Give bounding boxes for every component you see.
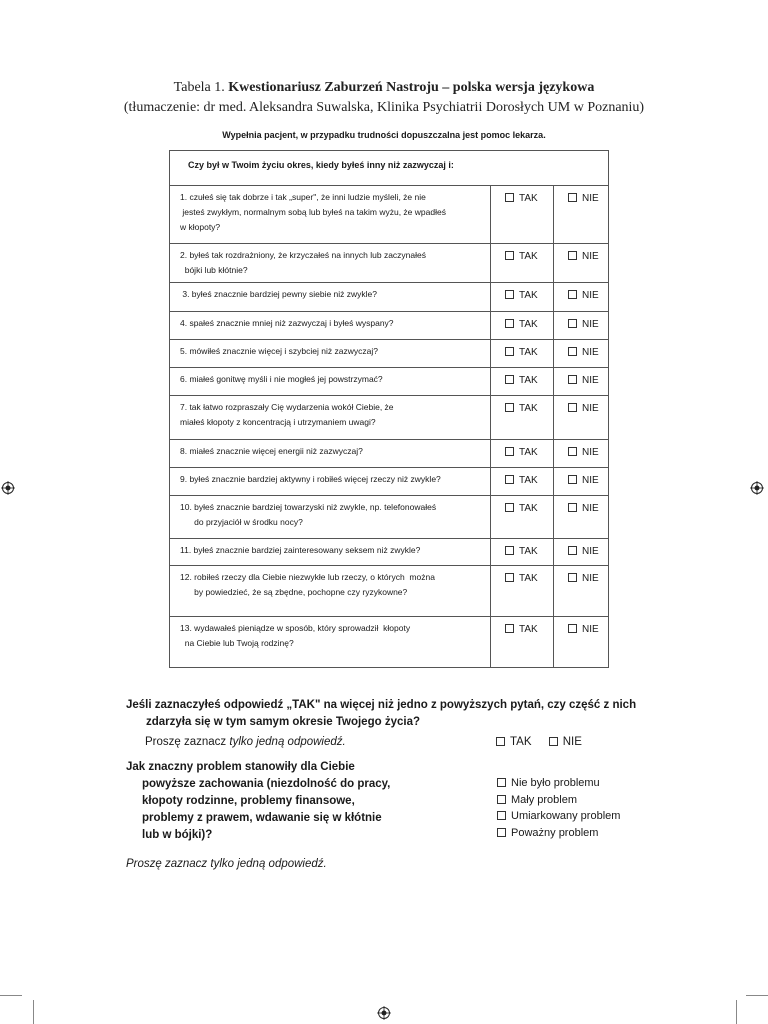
answer-no[interactable]: NIE — [554, 617, 609, 668]
same-period-question: Jeśli zaznaczyłeś odpowiedź „TAK" na więcej niż jedno z powyższych pytań, czy część z nich zdarzyła się w tym samym okresie Twojego życia? — [126, 699, 637, 728]
answer-yes[interactable]: TAK — [491, 539, 554, 566]
same-period-yes[interactable]: TAK — [496, 736, 532, 748]
answer-no[interactable]: NIE — [554, 566, 609, 617]
checkbox-icon[interactable] — [496, 737, 505, 746]
answer-no[interactable]: NIE — [554, 186, 609, 244]
checkbox-icon[interactable] — [497, 828, 506, 837]
checkbox-icon[interactable] — [568, 375, 577, 384]
checkbox-icon[interactable] — [505, 624, 514, 633]
answer-no[interactable]: NIE — [554, 396, 609, 440]
checkbox-icon[interactable] — [505, 290, 514, 299]
table-row — [170, 340, 609, 368]
question-text: 9. byłeś znacznie bardziej aktywny i robiłeś więcej rzeczy niż zwykle? — [170, 468, 491, 496]
answer-no[interactable]: NIE — [554, 440, 609, 468]
answer-yes[interactable]: TAK — [491, 283, 554, 312]
crosshair-circle-icon — [750, 481, 764, 495]
crop-mark — [33, 1000, 34, 1024]
same-period-answers — [496, 736, 582, 748]
document-title: Tabela 1. Kwestionariusz Zaburzeń Nastroju – polska wersja językowa — [173, 80, 595, 95]
answer-yes[interactable]: TAK — [491, 396, 554, 440]
answer-yes[interactable]: TAK — [491, 440, 554, 468]
answer-yes[interactable]: TAK — [491, 186, 554, 244]
table-row — [170, 186, 609, 244]
questionnaire-table — [169, 150, 609, 668]
checkbox-icon[interactable] — [505, 347, 514, 356]
table-row — [170, 566, 609, 617]
same-period-instruction: Proszę zaznacz tylko jedną odpowiedź. — [145, 736, 346, 748]
question-text: 1. czułeś się tak dobrze i tak „super", że inni ludzie myśleli, że nie jesteś zwykłym, normalnym sobą lub byłeś na takim wyżu, że wpadłeś w kłopoty? — [170, 186, 491, 244]
table-row — [170, 539, 609, 566]
crop-mark — [0, 995, 22, 996]
checkbox-icon[interactable] — [568, 447, 577, 456]
checkbox-icon[interactable] — [568, 503, 577, 512]
crop-mark — [736, 1000, 737, 1024]
checkbox-icon[interactable] — [568, 403, 577, 412]
checkbox-icon[interactable] — [505, 546, 514, 555]
checkbox-icon[interactable] — [505, 403, 514, 412]
question-text: 6. miałeś gonitwę myśli i nie mogłeś jej powstrzymać? — [170, 368, 491, 396]
checkbox-icon[interactable] — [568, 319, 577, 328]
checkbox-icon[interactable] — [568, 347, 577, 356]
question-text: 2. byłeś tak rozdrażniony, że krzyczałeś na innych lub zaczynałeś bójki lub kłótnie? — [170, 244, 491, 283]
severity-option[interactable]: Poważny problem — [497, 825, 620, 842]
checkbox-icon[interactable] — [568, 290, 577, 299]
severity-option[interactable]: Mały problem — [497, 792, 620, 809]
answer-no[interactable]: NIE — [554, 368, 609, 396]
answer-yes[interactable]: TAK — [491, 244, 554, 283]
answer-yes[interactable]: TAK — [491, 617, 554, 668]
checkbox-icon[interactable] — [497, 795, 506, 804]
problem-severity-options — [497, 775, 620, 841]
question-text: 12. robiłeś rzeczy dla Ciebie niezwykłe lub rzeczy, o których można by powiedzieć, że są zbędne, pochopne czy ryzykowne? — [170, 566, 491, 617]
table-header-row — [170, 151, 609, 186]
answer-no[interactable]: NIE — [554, 283, 609, 312]
crop-mark — [746, 995, 768, 996]
checkbox-icon[interactable] — [549, 737, 558, 746]
answer-no[interactable]: NIE — [554, 496, 609, 539]
answer-yes[interactable]: TAK — [491, 312, 554, 340]
problem-severity-instruction: Proszę zaznacz tylko jedną odpowiedź. — [126, 858, 327, 870]
question-text: 11. byłeś znacznie bardziej zainteresowany seksem niż zwykle? — [170, 539, 491, 566]
question-text: 10. byłeś znacznie bardziej towarzyski niż zwykle, np. telefonowałeś do przyjaciół w środku nocy? — [170, 496, 491, 539]
crosshair-circle-icon — [1, 481, 15, 495]
table-header: Czy był w Twoim życiu okres, kiedy byłeś inny niż zazwyczaj i: — [170, 151, 609, 186]
table-row — [170, 617, 609, 668]
checkbox-icon[interactable] — [505, 573, 514, 582]
checkbox-icon[interactable] — [568, 573, 577, 582]
checkbox-icon[interactable] — [568, 251, 577, 260]
document-subtitle: (tłumaczenie: dr med. Aleksandra Suwalska, Klinika Psychiatrii Dorosłych UM w Poznaniu) — [123, 100, 645, 115]
question-text: 5. mówiłeś znacznie więcej i szybciej niż zazwyczaj? — [170, 340, 491, 368]
checkbox-icon[interactable] — [497, 811, 506, 820]
checkbox-icon[interactable] — [505, 319, 514, 328]
checkbox-icon[interactable] — [505, 251, 514, 260]
question-text: 13. wydawałeś pieniądze w sposób, który sprowadził kłopoty na Ciebie lub Twoją rodzinę? — [170, 617, 491, 668]
answer-yes[interactable]: TAK — [491, 468, 554, 496]
checkbox-icon[interactable] — [568, 546, 577, 555]
table-row — [170, 312, 609, 340]
checkbox-icon[interactable] — [505, 475, 514, 484]
same-period-no[interactable]: NIE — [549, 736, 582, 748]
answer-no[interactable]: NIE — [554, 312, 609, 340]
table-row — [170, 244, 609, 283]
checkbox-icon[interactable] — [505, 375, 514, 384]
table-row — [170, 440, 609, 468]
patient-instruction: Wypełnia pacjent, w przypadku trudności dopuszczalna jest pomoc lekarza. — [222, 130, 546, 140]
question-text: 8. miałeś znacznie więcej energii niż zazwyczaj? — [170, 440, 491, 468]
checkbox-icon[interactable] — [505, 193, 514, 202]
answer-no[interactable]: NIE — [554, 468, 609, 496]
severity-option[interactable]: Umiarkowany problem — [497, 808, 620, 825]
answer-no[interactable]: NIE — [554, 340, 609, 368]
answer-no[interactable]: NIE — [554, 539, 609, 566]
checkbox-icon[interactable] — [568, 193, 577, 202]
problem-severity-question: Jak znaczny problem stanowiły dla Ciebie powyższe zachowania (niezdolność do pracy, kłopoty rodzinne, problemy finansowe, problemy z prawem, wdawanie się w kłótnie lub w bójki)? — [126, 761, 391, 841]
question-text: 3. byłeś znacznie bardziej pewny siebie niż zwykle? — [170, 283, 491, 312]
answer-yes[interactable]: TAK — [491, 368, 554, 396]
question-text: 7. tak łatwo rozpraszały Cię wydarzenia wokół Ciebie, że miałeś kłopoty z koncentracją i utrzymaniem uwagi? — [170, 396, 491, 440]
answer-no[interactable]: NIE — [554, 244, 609, 283]
answer-yes[interactable]: TAK — [491, 566, 554, 617]
table-row — [170, 283, 609, 312]
question-text: 4. spałeś znacznie mniej niż zazwyczaj i byłeś wyspany? — [170, 312, 491, 340]
answer-yes[interactable]: TAK — [491, 496, 554, 539]
checkbox-icon[interactable] — [497, 778, 506, 787]
checkbox-icon[interactable] — [505, 447, 514, 456]
checkbox-icon[interactable] — [505, 503, 514, 512]
crosshair-circle-icon — [377, 1006, 391, 1020]
table-row — [170, 368, 609, 396]
answer-yes[interactable]: TAK — [491, 340, 554, 368]
table-row — [170, 468, 609, 496]
severity-option[interactable]: Nie było problemu — [497, 775, 620, 792]
checkbox-icon[interactable] — [568, 624, 577, 633]
table-row — [170, 396, 609, 440]
checkbox-icon[interactable] — [568, 475, 577, 484]
table-row — [170, 496, 609, 539]
